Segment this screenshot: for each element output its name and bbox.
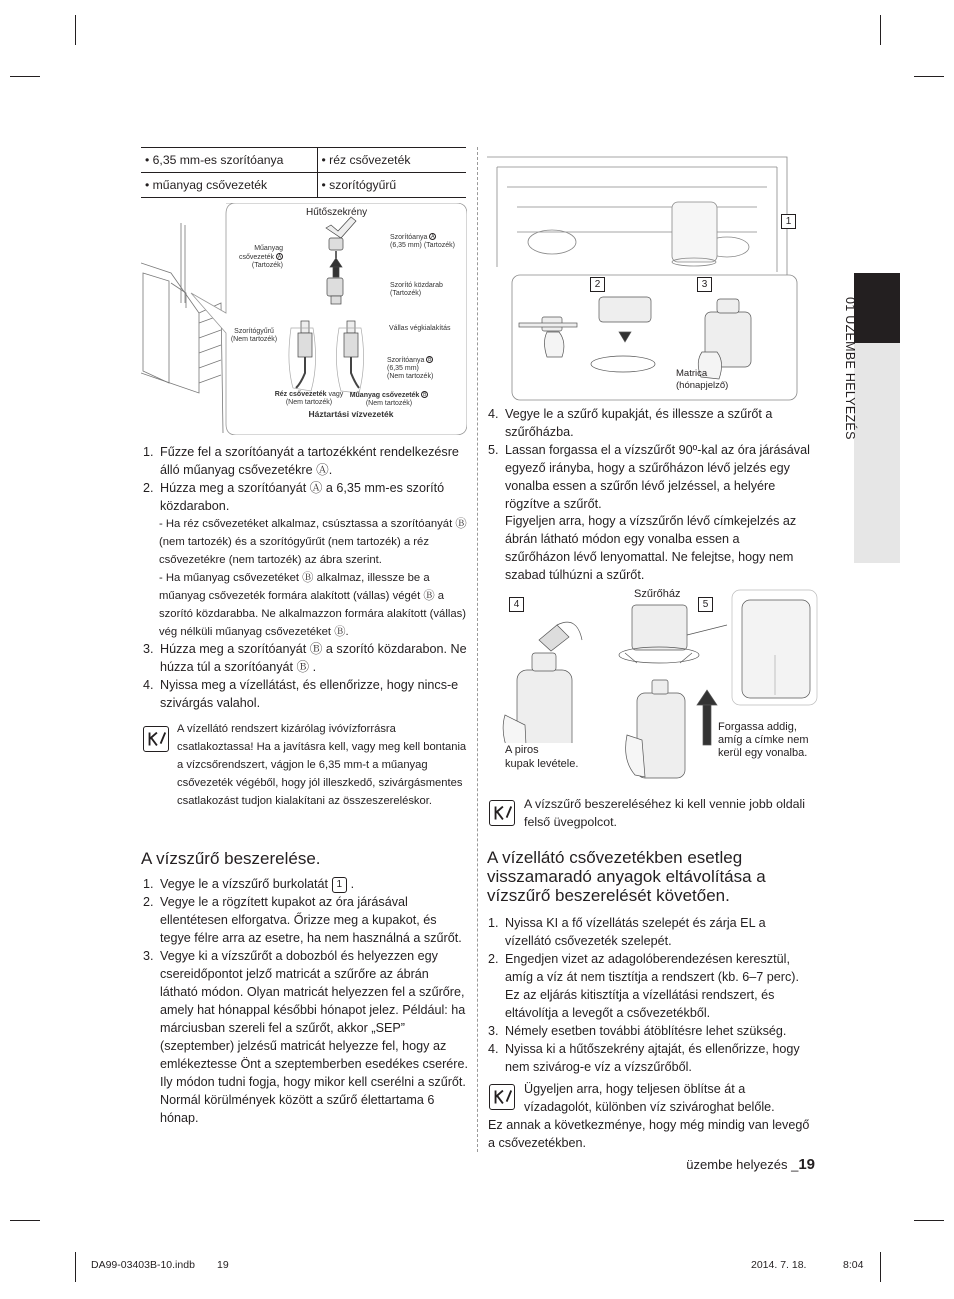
table-row <box>141 173 466 198</box>
label-sub: (Nem tartozék) <box>230 336 278 343</box>
marker-b: B <box>423 392 427 398</box>
note-icon <box>489 1084 515 1110</box>
print-file: DA99-03403B-10.indb <box>91 1259 195 1271</box>
step-number: 1. <box>143 877 154 891</box>
label-shoulder: Vállas végkialakítás <box>389 325 451 332</box>
step-number: 2. <box>488 952 499 966</box>
list-item <box>488 1022 810 1040</box>
marker-a: A <box>431 234 435 240</box>
page-number: 19 <box>798 1156 815 1173</box>
step-extra-text: Figyeljen arra, hogy a vízszűrőn lévő címkejelzés az ábrán látható módon egy vonalba essen a szűrőházon lévő lenyomattal. Ne felejtse, hogy nem szabad túlhúzni a szűrőt. <box>505 514 797 582</box>
list-item <box>143 443 467 479</box>
step-number: 1. <box>143 445 154 459</box>
step-number: 3. <box>488 1024 499 1038</box>
list-item <box>143 893 469 947</box>
table-cell: • szorítógyűrű <box>317 173 466 198</box>
crop-mark <box>914 1220 944 1221</box>
label-household: Háztartási vízvezeték <box>308 409 394 419</box>
label-or: vagy <box>328 391 344 398</box>
steps-list <box>488 405 810 513</box>
step-number: 4. <box>488 407 499 421</box>
step-text: Nyissa ki a hűtőszekrény ajtaját, és ellenőrizze, hogy nem szivárog-e víz a vízszűrőből. <box>505 1042 800 1074</box>
print-time: 8:04 <box>843 1259 864 1271</box>
crop-mark <box>880 15 881 45</box>
print-date: 2014. 7. 18. <box>751 1259 807 1271</box>
label-text: amíg a címke nem <box>718 734 809 746</box>
marker-a: A <box>277 254 282 260</box>
red-cap-label <box>505 743 578 771</box>
print-page: 19 <box>217 1259 229 1271</box>
step-number: 4. <box>143 678 154 692</box>
figure-number-2: 2 <box>590 277 605 292</box>
label-text: Műanyag csővezeték <box>349 392 420 399</box>
step-text: Fűzze fel a szorítóanyát a tartozékként rendelkezésre álló műanyag csővezetékre Ⓐ. <box>160 445 459 477</box>
parts-table <box>141 147 466 198</box>
step-text: Vegye ki a vízszűrőt a dobozból és helyezzen egy csereidőpontot jelző matricát a szűrőre az ábrán látható módon. Olyan matricát helyezzen fel a szűrőre, amely hat hónappal későbbi hónapot jelez. Például: ha márciusban szereli fel a szűrőt, akkor „SEP” (szeptember) jelzésű matricát helyezze fel, hogy az emlékeztesse Önt a szeptemberben esedékes cserére. Ily módon tudni fogja, hogy mikor kell cserélni a szűrőt. Normál körülmények között a szűrő élettartama 6 hónap. <box>160 949 469 1125</box>
table-cell: • 6,35 mm-es szorítóanya <box>141 148 317 173</box>
steps-list <box>143 640 467 712</box>
label-text: Szorítóanya <box>390 234 428 241</box>
label-plastic-tube <box>233 245 283 270</box>
label-text: Szorítógyűrű <box>234 328 274 335</box>
step-number: 2. <box>143 481 154 495</box>
list-item <box>143 875 469 893</box>
label-sub: (hónapjelző) <box>676 380 729 391</box>
label-text: Szorítóanya <box>387 357 425 364</box>
sub-step: - Ha réz csővezetéket alkalmaz, csúsztassa a szorítóanyát Ⓑ (nem tartozék) és a szorítógyűrűt (nem tartozék) a réz csővezetékre (nem tartozék) az ábra szerint. <box>159 518 467 566</box>
figure-number-3: 3 <box>697 277 712 292</box>
crop-mark <box>75 1252 76 1282</box>
note-text: A vízellátó rendszert kizárólag ivóvízforrásra csatlakoztassa! Ha a javításra kell, vagy meg kell bontania a vízcsőrendszert, vágjon le 6,35 mm-t a műanyag csővezeték végéből, hogy jól illeszkedő, szivárgásmentes csatlakozást tudjon kialakítani az összeszereléskor. <box>177 723 467 807</box>
diagram-title: Hűtőszekrény <box>306 207 368 218</box>
note-icon <box>143 726 169 752</box>
step-text: Húzza meg a szorítóanyát Ⓑ a szorító közdarabon. Ne húzza túl a szorítóanyát Ⓑ . <box>160 642 467 674</box>
rotate-label <box>718 721 808 760</box>
marker-b: B <box>428 357 432 363</box>
step-text: Vegye le a szűrő kupakját, és illessze a szűrőt a szűrőházba. <box>505 407 773 439</box>
label-sub: (Nem tartozék) <box>285 399 333 406</box>
list-item <box>488 950 810 1022</box>
filter-rotate-figure <box>487 585 827 785</box>
ref-box: 1 <box>332 877 348 893</box>
label-text: Forgassa addig, <box>718 721 797 733</box>
side-tab-label: 01 ÜZEMBE HELYEZÉS <box>843 297 857 440</box>
figure-number-1: 1 <box>781 214 796 229</box>
label-nut-a <box>390 233 465 250</box>
label-body <box>390 282 465 298</box>
label-sub: (Tartozék) <box>390 290 422 297</box>
label-text: A piros <box>505 744 539 756</box>
note-icon <box>489 800 515 826</box>
section-title: A vízszűrő beszerelése. <box>141 849 321 868</box>
label-sub: (Nem tartozék) <box>365 400 413 407</box>
note-text-continued: Ez annak a következménye, hogy még mindig van levegő a csővezetékben. <box>488 1118 810 1150</box>
fitting-diagram <box>141 203 467 435</box>
column-divider <box>477 147 478 1152</box>
list-item <box>143 640 467 676</box>
label-sub: (Tartozék) <box>251 262 283 269</box>
filter-install-figure <box>487 147 812 405</box>
step-number: 4. <box>488 1042 499 1056</box>
footer-section: üzembe helyezés _ <box>686 1157 799 1172</box>
step-text: Némely esetben további átöblítésre lehet szükség. <box>505 1024 787 1038</box>
list-item <box>488 405 810 441</box>
list-item <box>488 914 810 950</box>
crop-mark <box>880 1252 881 1282</box>
label-nut-b <box>387 356 462 381</box>
table-row <box>141 148 466 173</box>
label-text: kupak levétele. <box>505 758 579 770</box>
list-item <box>143 947 469 1127</box>
steps-list <box>143 875 469 1127</box>
list-item <box>143 676 467 712</box>
step-text: Vegye le a vízszűrő burkolatát <box>160 877 329 891</box>
label-text: Matrica <box>676 368 708 379</box>
steps-list <box>143 443 467 515</box>
step-text: Nyissa KI a fő vízellátás szelepét és zárja EL a vízellátó csővezeték szelepét. <box>505 916 766 948</box>
label-sub: (6,35 mm) <box>387 365 419 372</box>
step-number: 3. <box>143 949 154 963</box>
step-text-end: . <box>350 877 355 891</box>
step-number: 2. <box>143 895 154 909</box>
crop-mark <box>75 15 76 45</box>
crop-mark <box>914 76 944 77</box>
label-text: Szorító közdarab <box>390 282 443 289</box>
step-text: Engedjen vizet az adagolóberendezésen keresztül, amíg a víz át nem tisztítja a rendszert (kb. 6–7 perc). Ez az eljárás kitisztítja a vízellátási rendszert, és eltávolítja a levegőt a csővezetékből. <box>505 952 799 1020</box>
sticker-label <box>676 368 728 392</box>
label-plastic2 <box>339 391 439 408</box>
label-sub: (6,35 mm) (Tartozék) <box>390 242 455 249</box>
side-tab <box>854 273 900 563</box>
sub-step: - Ha műanyag csővezetéket Ⓑ alkalmaz, illessze be a műanyag csővezeték formára alakított (vállas) végét Ⓑ a szorító közdarabba. Ne alkalmazzon formára alakított (vállas) vég nélküli műanyag csővezetéket Ⓑ. <box>159 572 467 638</box>
list-item <box>143 479 467 515</box>
note-text: A vízszűrő beszereléséhez ki kell vennie jobb oldali felső üvegpolcot. <box>524 797 806 829</box>
housing-label: Szűrőház <box>634 588 681 600</box>
table-cell: • műanyag csővezeték <box>141 173 317 198</box>
label-text: Réz csővezeték <box>274 391 327 398</box>
step-text: Nyissa meg a vízellátást, és ellenőrizze, hogy nincs-e szivárgás valahol. <box>160 678 459 710</box>
section-title: A vízellátó csővezetékben esetleg visszamaradó anyagok eltávolítása a vízszűrő beszerelését követően. <box>487 848 766 905</box>
list-item <box>488 1040 810 1076</box>
note-text: Ügyeljen arra, hogy teljesen öblítse át a vízadagolót, különben víz szivároghat belőle. <box>524 1082 775 1114</box>
figure-number-5: 5 <box>698 597 713 612</box>
label-text: kerül egy vonalba. <box>718 747 808 759</box>
crop-mark <box>10 76 40 77</box>
list-item <box>488 441 810 513</box>
label-sub: (Nem tartozék) <box>387 373 434 380</box>
step-text: Vegye le a rögzített kupakot az óra járásával ellentétesen elforgatva. Őrizze meg a kupakot, és tegye félre arra az esetre, ha nem használná a szűrőt. <box>160 895 462 945</box>
figure-number-4: 4 <box>509 597 524 612</box>
table-cell: • réz csővezeték <box>317 148 466 173</box>
sub-steps <box>159 515 467 641</box>
label-ring <box>229 328 279 344</box>
step-number: 3. <box>143 642 154 656</box>
step-number: 5. <box>488 443 499 457</box>
crop-mark <box>10 1220 40 1221</box>
step-text: Lassan forgassa el a vízszűrőt 90º-kal az óra járásával egyező irányba, hogy a szűrőházon lévő jelzés egy vonalba essen a szűrőn lévő jelzéssel, a helyére rögzítve a szűrőt. <box>505 443 810 511</box>
steps-list <box>488 914 810 1076</box>
page-footer <box>655 1156 815 1174</box>
label-text: Műanyag csővezeték <box>239 245 283 261</box>
step-text: Húzza meg a szorítóanyát Ⓐ a 6,35 mm-es szorító közdarabon. <box>160 481 445 513</box>
step-number: 1. <box>488 916 499 930</box>
